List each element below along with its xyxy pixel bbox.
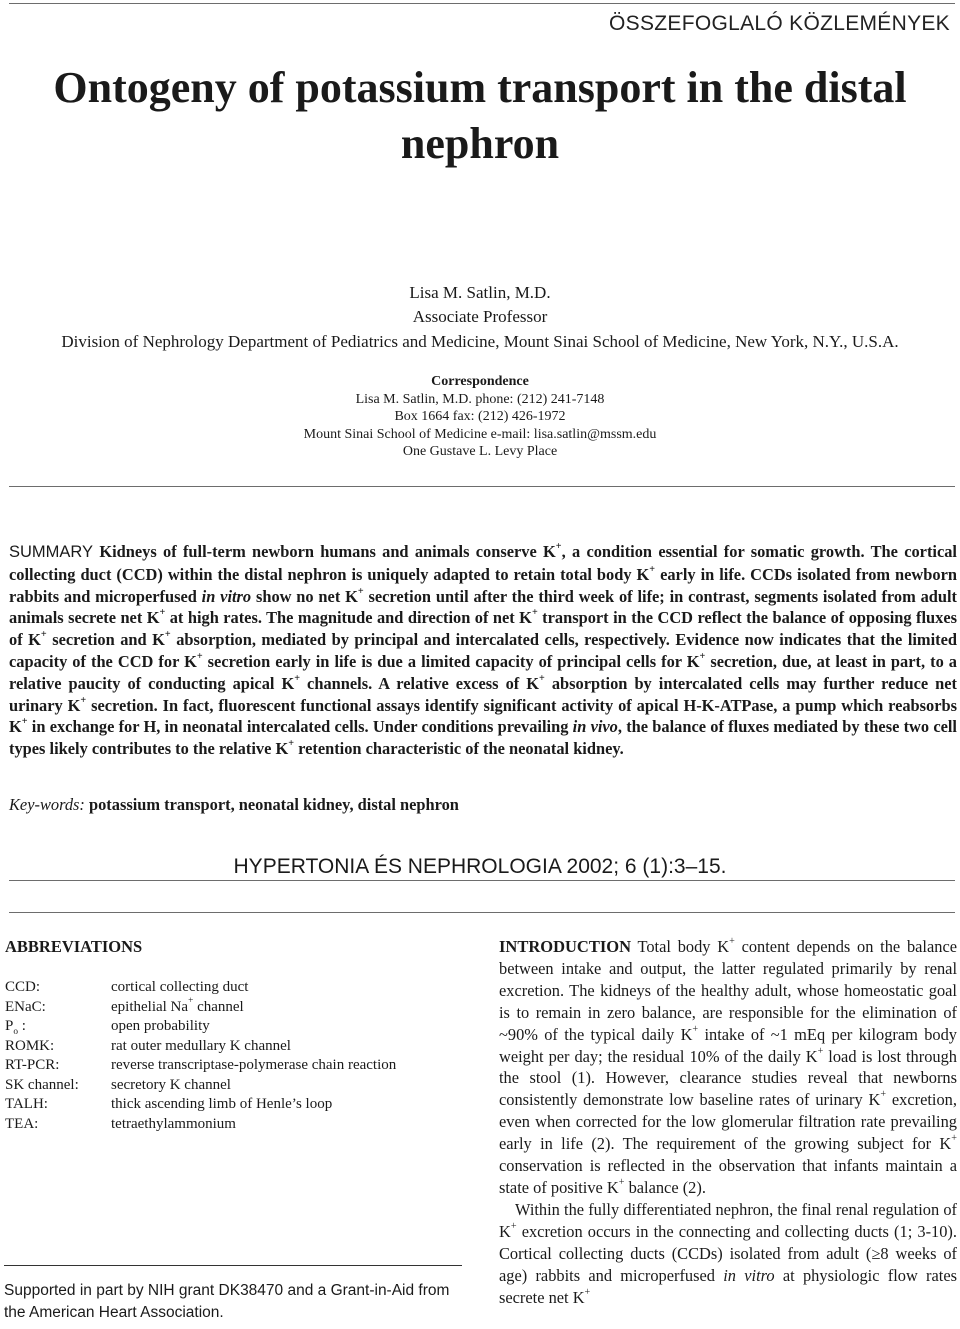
summary-top-rule: [9, 486, 955, 487]
header-rule: [9, 3, 955, 4]
abbreviations-heading: ABBREVIATIONS: [5, 937, 143, 956]
keywords-text: potassium transport, neonatal kidney, distal nephron: [88, 795, 459, 814]
footnote-rule: [4, 1265, 462, 1266]
author-position: Associate Professor: [412, 307, 548, 326]
section-header: ÖSSZEFOGLALÓ KÖZLEMÉNYEK: [609, 12, 950, 35]
keywords: [9, 795, 459, 815]
author-name: Lisa M. Satlin, M.D.: [409, 283, 551, 302]
abbreviation-row: [5, 1018, 465, 1038]
article-title-line-1: Ontogeny of potassium transport in the distal: [53, 63, 907, 112]
correspondence-line: Box 1664 fax: (212) 426-1972: [394, 409, 566, 424]
funding-footnote: Supported in part by NIH grant DK38470 and a Grant-in-Aid from the American Heart Association.: [4, 1282, 450, 1321]
summary-label: SUMMARY: [9, 543, 94, 561]
abbreviation-definition: open probability: [111, 1018, 210, 1034]
correspondence-heading: Correspondence: [431, 374, 529, 389]
abbreviation-row: [5, 996, 465, 1019]
abbreviation-term: ROMK:: [5, 1037, 55, 1054]
introduction-paragraph: Within the fully differentiated nephron, the final renal regulation of K+ excretion occurs in the connecting and collecting ducts (1; 3-10). Cortical collecting ducts (CCDs) isolated from adult (≥8 weeks of age) rabbits and microperfused in vitro at physiologic flow rates secrete net K+: [499, 1199, 957, 1307]
abbreviation-term: CCD:: [5, 979, 41, 995]
journal-citation: HYPERTONIA ÉS NEPHROLOGIA 2002; 6 (1):3–15.: [233, 855, 727, 878]
journal-rule: [9, 880, 955, 881]
abbreviation-row: [5, 979, 465, 999]
abbreviation-term: RT-PCR:: [5, 1057, 60, 1073]
abbreviation-definition: epithelial Na+ channel: [111, 996, 244, 1015]
article-title-line-2: nephron: [400, 119, 560, 168]
introduction-heading: INTRODUCTION: [499, 937, 632, 956]
introduction: [499, 936, 957, 1308]
introduction-paragraph: INTRODUCTION Total body K+ content depends on the balance between intake and output, the latter regulated primarily by renal excretion. The kidneys of the healthy adult, whose homeostatic goal is to remain in zero balance, are responsible for the elimination of ~90% of the typical daily K+ intake of ~1 mEq per kilogram body weight per day; the residual 10% of the daily K+ load is lost through the stool (1). However, clearance studies reveal that newborns consistently demonstrate low baseline rates of urinary K+ excretion, even when corrected for the low glomerular filtration rate prevailing early in life (2). The requirement of the growing subject for K+ conservation is reflected in the observation that infants maintain a state of positive K+ balance (2).: [499, 936, 958, 1197]
abbreviation-row: [5, 1077, 465, 1097]
columns-top-rule: [9, 912, 955, 913]
correspondence-line: Mount Sinai School of Medicine e-mail: lisa.satlin@mssm.edu: [303, 426, 657, 442]
abbreviation-definition: rat outer medullary K channel: [111, 1037, 291, 1054]
abbreviation-row: [5, 1038, 465, 1058]
article-title: [0, 60, 960, 172]
abbreviation-term: $P_o$ :: [5, 1018, 26, 1037]
abbreviation-definition: reverse transcriptase-polymerase chain reaction: [111, 1057, 397, 1073]
summary: [9, 541, 957, 760]
keywords-label: Key-words:: [9, 795, 85, 814]
abbreviation-definition: thick ascending limb of Henle’s loop: [111, 1096, 333, 1112]
summary-text: Kidneys of full-term newborn humans and animals conserve K+, a condition essential for somatic growth. The cortical collecting duct (CCD) within the distal nephron is uniquely adapted to retain total body K+ early in life. CCDs isolated from newborn rabbits and microperfused in vitro show no net K+ secretion until after the third week of life; in contrast, segments isolated from adult animals secrete net K+ at high rates. The magnitude and direction of net K+ transport in the CCD reflect the balance of opposing fluxes of K+ secretion and K+ absorption, mediated by principal and intercalated cells, respectively. Evidence now indicates that the limited capacity of the CCD for K+ secretion early in life is due a limited capacity of principal cells for K+ secretion, due, at least in part, to a relative paucity of conducting apical K+ channels. A relative excess of K+ absorption by intercalated cells may further reduce net urinary K+ secretion. In fact, fluorescent functional assays identify significant activity of apical H-K-ATPase, a pump which reabsorbs K+ in exchange for H, in neonatal intercalated cells. Under conditions prevailing in vivo, the balance of fluxes mediated by these two cell types likely contributes to the relative K+ retention characteristic of the neonatal kidney.: [9, 541, 958, 759]
author-affiliation: Division of Nephrology Department of Pediatrics and Medicine, Mount Sinai School of Medicine, New York, N.Y., U.S.A.: [61, 332, 899, 351]
correspondence-line: One Gustave L. Levy Place: [402, 444, 558, 459]
abbreviation-term: SK channel:: [5, 1076, 79, 1093]
abbreviation-row: [5, 1096, 465, 1116]
abbreviation-term: TEA:: [5, 1115, 39, 1132]
correspondence-line: Lisa M. Satlin, M.D. phone: (212) 241-7148: [355, 391, 605, 407]
abbreviation-row: [5, 1116, 465, 1136]
abbreviation-definition: cortical collecting duct: [111, 979, 249, 995]
abbreviation-term: ENaC:: [5, 998, 46, 1015]
abbreviation-term: TALH:: [5, 1096, 48, 1112]
abbreviation-definition: tetraethylammonium: [111, 1115, 236, 1132]
abbreviation-row: [5, 1057, 465, 1077]
abbreviation-definition: secretory K channel: [111, 1076, 231, 1093]
